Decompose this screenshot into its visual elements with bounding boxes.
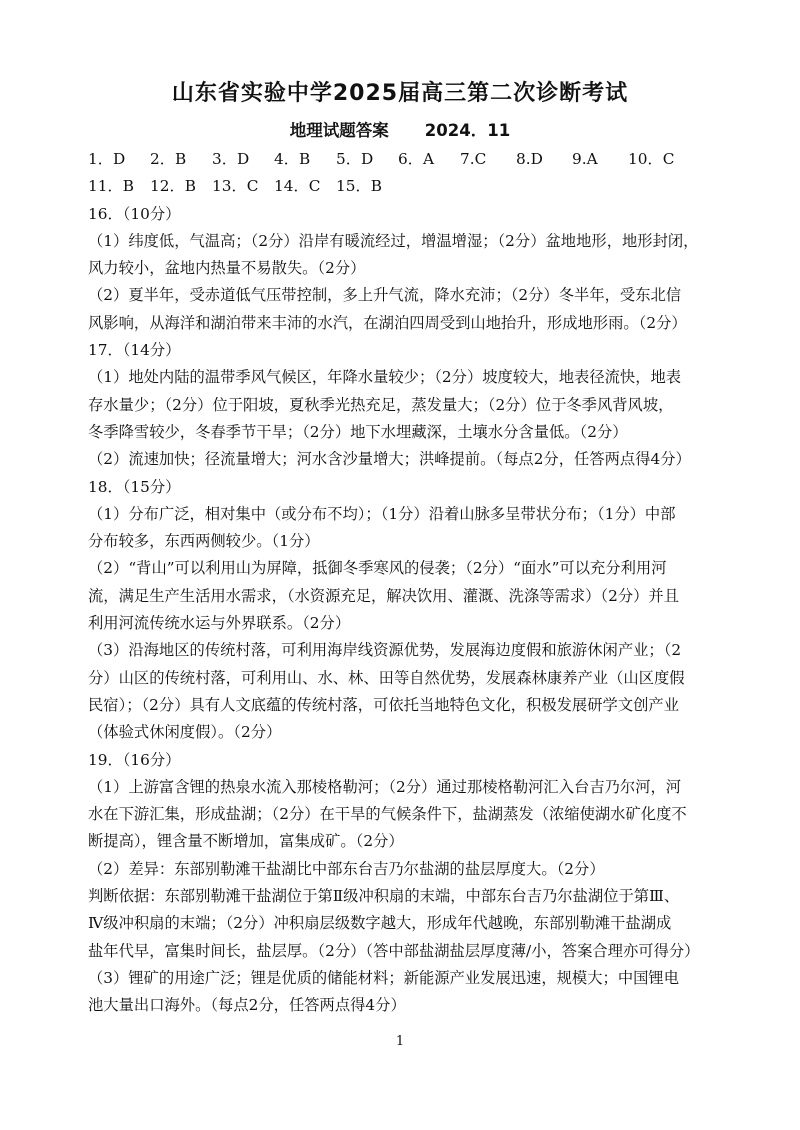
answer-line: （2）夏半年，受赤道低气压带控制，多上升气流，降水充沛；（2分）冬半年，受东北信	[88, 286, 682, 305]
answer-line: 断提高），锂含量不断增加，富集成矿。（2分）	[88, 832, 404, 851]
mc-answers-row-1	[88, 146, 712, 173]
page-number: 1	[395, 1034, 405, 1049]
question-19-header: 19．（16分）	[88, 750, 181, 769]
answer-line: （2）差异：东部别勒滩干盐湖比中部东台吉乃尔盐湖的盐层厚度大。（2分）	[88, 859, 605, 878]
mc-answer: 11．B	[88, 177, 135, 196]
answer-line: （体验式休闲度假）。（2分）	[88, 723, 282, 742]
question-18-header: 18．（15分）	[88, 477, 181, 496]
answer-line: （1）地处内陆的温带季风气候区，年降水量较少；（2分）坡度较大，地表径流快，地表	[88, 368, 682, 387]
question-16-header: 16．（10分）	[88, 204, 181, 223]
answer-line: 盐年代早，富集时间长，盐层厚。（2分）（答中部盐湖盐层厚度薄/小，答案合理亦可得分）	[88, 941, 700, 960]
mc-answer: 10．C	[628, 150, 675, 168]
mc-answer: 6．A	[398, 150, 435, 168]
answer-line: 冬季降雪较少，冬春季节干旱；（2分）地下水埋藏深，土壤水分含量低。（2分）	[88, 422, 628, 441]
mc-answer: 3．D	[212, 150, 250, 168]
subtitle-date: 2024．11	[424, 121, 511, 140]
answer-line: 分布较多，东西两侧较少。（1分）	[88, 532, 320, 551]
answer-line: 流，满足生产生活用水需求，（水资源充足，解决饮用、灌溉、洗涤等需求）（2分）并且	[88, 586, 680, 605]
mc-answer: 2．B	[150, 150, 187, 168]
answer-line: （1）纬度低，气温高；（2分）沿岸有暖流经过，增温增湿；（2分）盆地地形，地形封闭，	[88, 231, 699, 250]
mc-answer: 1．D	[88, 150, 126, 168]
mc-answer: 15．B	[336, 177, 383, 196]
answer-line: （1）分布广泛，相对集中（或分布不均）；（1分）沿着山脉多呈带状分布；（1分）中部	[88, 504, 676, 523]
answer-line: 分）山区的传统村落，可利用山、水、林、田等自然优势，发展森林康养产业（山区度假	[88, 668, 685, 687]
mc-answer: 4．B	[274, 150, 311, 168]
answer-line: （2）“背山”可以利用山为屏障，抵御冬季寒风的侵袭；（2分）“面水”可以充分利用河	[88, 559, 667, 578]
answer-line: Ⅳ级冲积扇的末端；（2分）冲积扇层级数字越大，形成年代越晚，东部别勒滩干盐湖成	[88, 914, 672, 933]
answer-line: （3）锂矿的用途广泛；锂是优质的储能材料；新能源产业发展迅速，规模大；中国锂电	[88, 968, 680, 987]
answer-line: 利用河流传统水运与外界联系。（2分）	[88, 614, 351, 633]
answer-line: （1）上游富含锂的热泉水流入那棱格勒河；（2分）通过那棱格勒河汇入台吉乃尔河，河	[88, 777, 682, 796]
answer-line: （2）流速加快；径流量增大；河水含沙量增大；洪峰提前。（每点2分，任答两点得4分）	[88, 450, 691, 469]
mc-answer: 12．B	[150, 177, 197, 196]
subtitle-text: 地理试题答案	[289, 121, 389, 140]
answer-line: 风影响，从海洋和湖泊带来丰沛的水汽，在湖泊四周受到山地抬升，形成地形雨。（2分）	[88, 313, 687, 332]
page-subtitle	[0, 117, 800, 141]
page-title: 山东省实验中学2025届高三第二次诊断考试	[171, 81, 629, 106]
answer-line: 存水量少；（2分）位于阳坡，夏秋季光热充足，蒸发量大；（2分）位于冬季风背风坡，	[88, 395, 674, 414]
answer-line: （3）沿海地区的传统村落，可利用海岸线资源优势，发展海边度假和旅游休闲产业；（2	[88, 641, 682, 660]
answer-line: 民宿）；（2分）具有人文底蕴的传统村落，可依托当地特色文化，积极发展研学文创产业	[88, 695, 680, 714]
answer-line: 水在下游汇集，形成盐湖；（2分）在干旱的气候条件下，盐湖蒸发（浓缩使湖水矿化度不	[88, 805, 687, 824]
mc-answer: 7.C	[460, 150, 487, 168]
mc-answer: 14．C	[274, 177, 321, 196]
mc-answers-row-2	[88, 173, 712, 200]
answer-body	[88, 146, 712, 1020]
answer-line: 池大量出口海外。（每点2分，任答两点得4分）	[88, 996, 406, 1015]
question-17-header: 17．（14分）	[88, 341, 181, 360]
mc-answer: 9.A	[572, 150, 598, 168]
answer-line: 判断依据：东部别勒滩干盐湖位于第Ⅱ级冲积扇的末端，中部东台吉乃尔盐湖位于第Ⅲ、	[88, 887, 680, 906]
mc-answer: 5．D	[336, 150, 374, 168]
mc-answer: 8.D	[516, 150, 543, 168]
answer-line: 风力较小，盆地内热量不易散失。（2分）	[88, 259, 366, 278]
mc-answer: 13．C	[212, 177, 259, 196]
